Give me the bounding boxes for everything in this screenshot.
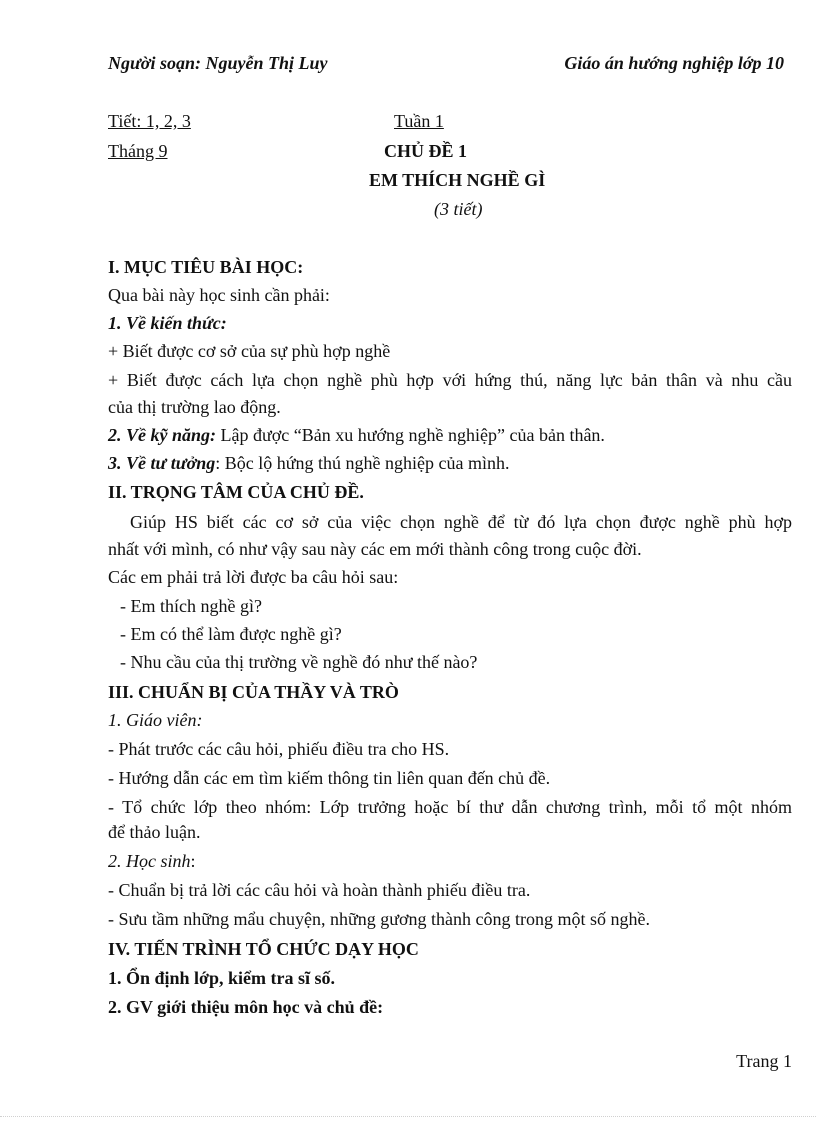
student-item-2: - Sưu tầm những mẩu chuyện, những gương thành công trong một số nghề. xyxy=(108,909,650,929)
question-2: - Em có thể làm được nghề gì? xyxy=(120,624,342,644)
teacher-item-3-line-2: để thảo luận. xyxy=(108,822,201,842)
month-label: Tháng 9 xyxy=(108,141,168,161)
attitude-label: 3. Về tư tưởng xyxy=(108,453,216,473)
section-2-paragraph-line-1: Giúp HS biết các cơ sở của việc chọn nghề để từ đó lựa chọn được nghề phù hợp xyxy=(130,512,792,532)
section-2-paragraph-line-2: nhất với mình, có như vậy sau này các em mới thành công trong cuộc đời. xyxy=(108,539,642,559)
question-3: - Nhu cầu của thị trường về nghề đó như thế nào? xyxy=(120,652,478,672)
questions-intro: Các em phải trả lời được ba câu hỏi sau: xyxy=(108,567,399,587)
knowledge-item-2-line-2: của thị trường lao động. xyxy=(108,397,281,417)
question-1: - Em thích nghề gì? xyxy=(120,596,262,616)
topic-duration: (3 tiết) xyxy=(434,199,483,219)
section-2-heading: II. TRỌNG TÂM CỦA CHỦ ĐỀ. xyxy=(108,482,364,502)
student-label-line xyxy=(108,851,196,872)
period-label: Tiết: 1, 2, 3 xyxy=(108,111,191,131)
week-label: Tuần 1 xyxy=(394,111,444,131)
skill-label: 2. Về kỹ năng: xyxy=(108,425,216,445)
knowledge-label: 1. Về kiến thức: xyxy=(108,313,227,333)
header-doc-title: Giáo án hướng nghiệp lớp 10 xyxy=(564,53,784,73)
student-item-1: - Chuẩn bị trả lời các câu hỏi và hoàn thành phiếu điều tra. xyxy=(108,880,531,900)
attitude-line xyxy=(108,453,509,474)
teacher-item-3-line-1: - Tổ chức lớp theo nhóm: Lớp trưởng hoặc bí thư dẫn chương trình, mỗi tổ một nhóm xyxy=(108,797,792,817)
section-1-intro: Qua bài này học sinh cần phải: xyxy=(108,285,330,305)
attitude-text: : Bộc lộ hứng thú nghề nghiệp của mình. xyxy=(215,453,510,473)
skill-line xyxy=(108,425,605,446)
section-3-heading: III. CHUẨN BỊ CỦA THẦY VÀ TRÒ xyxy=(108,682,399,702)
knowledge-item-2-line-1: + Biết được cách lựa chọn nghề phù hợp với hứng thú, năng lực bản thân và nhu cầu xyxy=(108,370,792,390)
page-number: Trang 1 xyxy=(736,1051,792,1071)
section-1-heading: I. MỤC TIÊU BÀI HỌC: xyxy=(108,257,304,277)
skill-text: Lập được “Bản xu hướng nghề nghiệp” của bản thân. xyxy=(216,425,605,445)
knowledge-item-1: + Biết được cơ sở của sự phù hợp nghề xyxy=(108,341,391,361)
student-label: 2. Học sinh xyxy=(108,851,191,871)
page-bottom-divider xyxy=(0,1116,816,1117)
teacher-item-2: - Hướng dẫn các em tìm kiếm thông tin liên quan đến chủ đề. xyxy=(108,768,551,788)
student-label-colon: : xyxy=(190,851,196,871)
topic-number: CHỦ ĐỀ 1 xyxy=(384,141,468,161)
topic-title: EM THÍCH NGHỀ GÌ xyxy=(369,170,546,190)
teacher-item-1: - Phát trước các câu hỏi, phiếu điều tra cho HS. xyxy=(108,739,450,759)
teacher-label: 1. Giáo viên: xyxy=(108,710,203,730)
section-4-heading: IV. TIẾN TRÌNH TỔ CHỨC DẠY HỌC xyxy=(108,939,419,959)
step-2: 2. GV giới thiệu môn học và chủ đề: xyxy=(108,997,384,1017)
header-author: Người soạn: Nguyễn Thị Luy xyxy=(108,53,328,73)
step-1: 1. Ổn định lớp, kiểm tra sĩ số. xyxy=(108,968,336,988)
